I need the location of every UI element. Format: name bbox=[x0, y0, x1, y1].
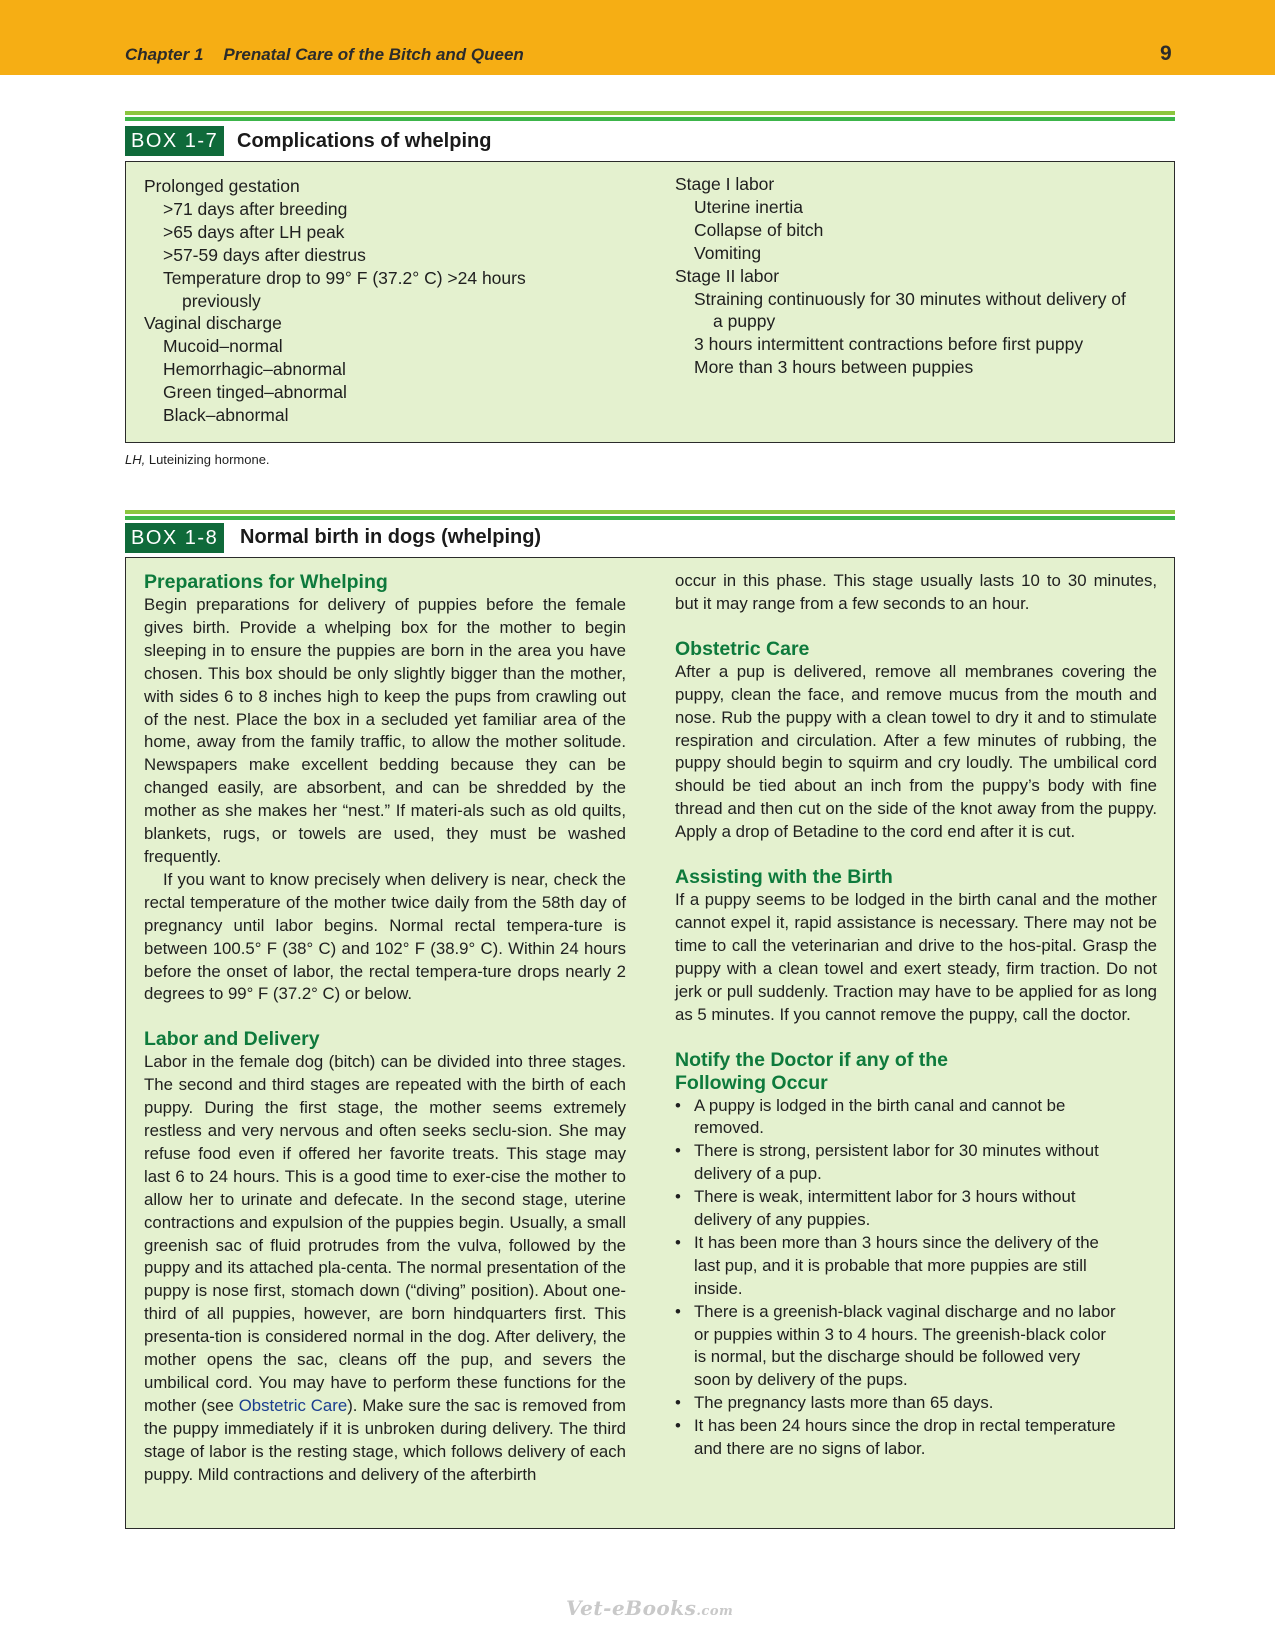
notify-list bbox=[675, 1095, 1157, 1462]
right-column bbox=[675, 570, 1157, 1461]
box-tag: BOX 1-8 bbox=[125, 523, 224, 553]
list-item: Stage I labor bbox=[675, 174, 775, 194]
chapter-title: Prenatal Care of the Bitch and Queen bbox=[223, 45, 524, 64]
bullet-icon: • bbox=[675, 1416, 681, 1436]
complications-left-list bbox=[144, 175, 526, 427]
list-item: • A puppy is lodged in the birth canal and cannot be removed. bbox=[675, 1095, 1066, 1138]
bullet-icon: • bbox=[675, 1301, 681, 1321]
list-item: Temperature drop to 99° F (37.2° C) >24 hours bbox=[163, 267, 526, 288]
list-item: Straining continuously for 30 minutes without delivery of bbox=[694, 288, 1126, 309]
list-item: • There is a greenish-black vaginal discharge and no labor or puppies within 3 to 4 hours. The greenish-black color is normal, but the discharge should be followed very soon by delivery of the pups. bbox=[675, 1301, 1116, 1390]
obstetric-care-link[interactable]: Obstetric Care bbox=[238, 1395, 348, 1415]
paragraph: Begin preparations for delivery of puppies before the female gives birth. Provide a whelping box for the mother to begin sleeping in to ensure the puppies are born in the area you have chosen. This box should be only slightly bigger than the mother, with sides 6 to 8 inches high to keep the pups from crawling out of the nest. Place the box in a secluded yet familiar area of the home, away from the family traffic, to allow the mother solitude. Newspapers make excellent bedding because they can be changed easily, are absorbent, and can be shredded by the mother as she makes her “nest.” If materi-als such as old quilts, blankets, rugs, or towels are used, they must be washed frequently. bbox=[144, 595, 626, 866]
box-rule bbox=[125, 111, 1175, 121]
list-item: Vaginal discharge bbox=[144, 313, 282, 334]
section-heading: Labor and Delivery bbox=[144, 1028, 320, 1051]
bullet-icon: • bbox=[675, 1187, 681, 1207]
paragraph: occur in this phase. This stage usually lasts 10 to 30 minutes, but it may range from a few seconds to an hour. bbox=[675, 571, 1157, 613]
list-item: Uterine inertia bbox=[694, 196, 803, 217]
list-item: 3 hours intermittent contractions before first puppy bbox=[694, 334, 1084, 355]
box-tag: BOX 1-7 bbox=[125, 126, 224, 156]
bullet-icon: • bbox=[675, 1141, 681, 1161]
section-heading-line: Notify the Doctor if any of the bbox=[675, 1048, 948, 1071]
bullet-icon: • bbox=[675, 1232, 681, 1252]
bullet-icon: • bbox=[675, 1393, 681, 1413]
complications-right-list bbox=[675, 173, 1126, 379]
list-item: previously bbox=[182, 290, 261, 311]
paragraph-text: ). Make sure the sac is removed from the puppy immediately if it is unbroken during delivery. The third stage of labor is the resting stage, which follows delivery of each puppy. Mild contractions and delivery of the afterbirth bbox=[144, 1395, 627, 1484]
box-title: Normal birth in dogs (whelping) bbox=[240, 526, 542, 548]
box-title: Complications of whelping bbox=[237, 130, 492, 152]
list-item: Green tinged–abnormal bbox=[163, 382, 347, 403]
paragraph bbox=[144, 1051, 626, 1486]
footnote-abbreviation: LH, bbox=[125, 452, 146, 467]
list-item: >71 days after breeding bbox=[163, 198, 348, 219]
chapter-number: Chapter 1 bbox=[125, 45, 204, 64]
list-item: • The pregnancy lasts more than 65 days. bbox=[675, 1392, 1157, 1415]
section-heading bbox=[675, 1049, 1157, 1095]
list-item: • It has been 24 hours since the drop in rectal temperature and there are no signs of labor. bbox=[675, 1416, 1116, 1459]
section-heading-line: Following Occur bbox=[675, 1071, 828, 1094]
list-item: Stage II labor bbox=[675, 265, 780, 286]
list-item: • It has been more than 3 hours since the delivery of the last pup, and it is probable that more puppies are still inside. bbox=[675, 1232, 1099, 1298]
list-item: Collapse of bitch bbox=[694, 219, 824, 240]
left-column bbox=[144, 571, 626, 1487]
list-item: More than 3 hours between puppies bbox=[694, 357, 974, 378]
footnote-text: Luteinizing hormone. bbox=[145, 452, 270, 467]
box-rule bbox=[125, 510, 1175, 520]
paragraph-text: Labor in the female dog (bitch) can be divided into three stages. The second and third stages are repeated with the birth of each puppy. During the first stage, the mother seems extremely restless and very nervous and often seeks seclu-sion. She may refuse food even if offered her favorite treats. This stage may last 6 to 24 hours. This is a good time to exer-cise the mother to allow her to urinate and defecate. In the second stage, uterine contractions and expulsion of the puppies begin. Usually, a small greenish sac of fluid protrudes from the vulva, followed by the puppy and its attached pla-centa. The normal presentation of the puppy is nose first, stomach down (“diving” position). About one-third of all puppies, however, are born hindquarters first. This presenta-tion is considered normal in the dog. After delivery, the mother opens the sac, cleans off the pup, and severs the umbilical cord. You may have to perform these functions for the mother (see bbox=[144, 1052, 626, 1415]
section-heading: Preparations for Whelping bbox=[144, 571, 388, 593]
paragraph: If a puppy seems to be lodged in the birth canal and the mother cannot expel it, rapid assistance is necessary. There may not be time to call the veterinarian and drive to the hos-pital. Grasp the puppy with a clean towel and exert steady, firm traction. Do not jerk or pull suddenly. Traction may have to be applied for as long as 5 minutes. If you cannot remove the puppy, call the doctor. bbox=[675, 890, 1157, 1024]
running-head bbox=[125, 45, 524, 65]
list-item: >65 days after LH peak bbox=[163, 221, 345, 242]
paragraph: After a pup is delivered, remove all membranes covering the puppy, clean the face, and remove mucus from the mouth and nose. Rub the puppy with a clean towel to dry it and to stimulate respiration and circulation. After a few minutes of rubbing, the puppy should begin to squirm and cry loudly. The umbilical cord should be tied about an inch from the puppy’s body with fine thread and then cut on the side of the knot away from the puppy. Apply a drop of Betadine to the cord end after it is cut. bbox=[675, 661, 1157, 842]
section-heading: Obstetric Care bbox=[675, 637, 810, 660]
list-item: Vomiting bbox=[694, 242, 762, 263]
box-footnote bbox=[125, 452, 270, 467]
bullet-icon: • bbox=[675, 1095, 681, 1115]
list-item: Hemorrhagic–abnormal bbox=[163, 359, 346, 380]
watermark-logo: Vet-eBooks.com bbox=[566, 1596, 734, 1620]
list-item: • There is weak, intermittent labor for 3 hours without delivery of any puppies. bbox=[675, 1187, 1076, 1230]
paragraph: If you want to know precisely when delivery is near, check the rectal temperature of the mother twice daily from the 58th day of pregnancy until labor begins. Normal rectal tempera-ture is between 100.5° F (38° C) and 102° F (38.9° C). Within 24 hours before the onset of labor, the rectal tempera-ture drops nearly 2 degrees to 99° F (37.2° C) or below. bbox=[144, 869, 626, 1004]
section-heading: Assisting with the Birth bbox=[675, 866, 893, 889]
list-item: Prolonged gestation bbox=[144, 176, 300, 196]
list-item: Mucoid–normal bbox=[163, 336, 283, 357]
page-number: 9 bbox=[1160, 42, 1172, 65]
list-item: >57-59 days after diestrus bbox=[163, 244, 366, 265]
list-item: Black–abnormal bbox=[163, 405, 289, 426]
list-item: a puppy bbox=[713, 311, 776, 332]
list-item: • There is strong, persistent labor for 30 minutes without delivery of a pup. bbox=[675, 1141, 1099, 1184]
